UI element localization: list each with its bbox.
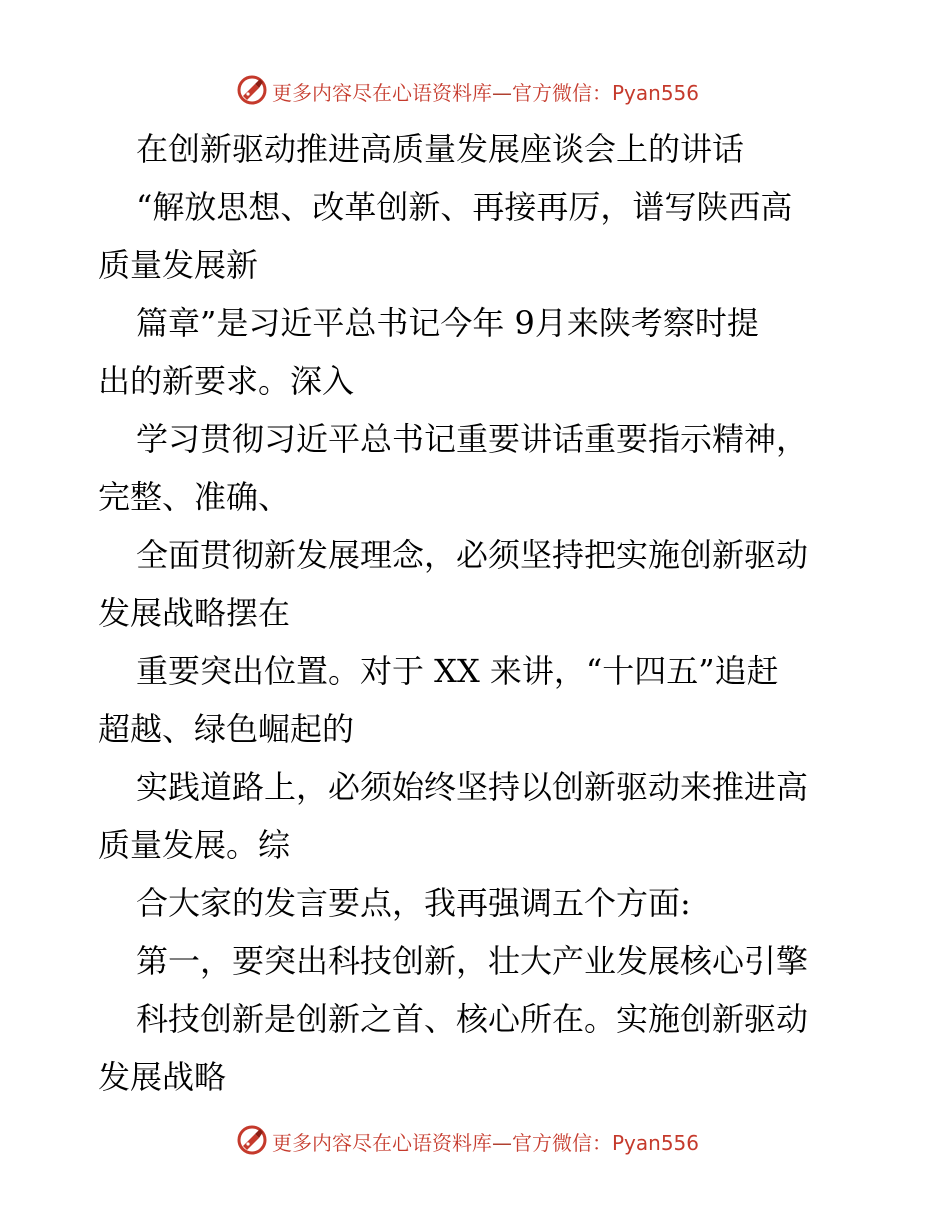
text-line: 发展战略 <box>98 1058 227 1096</box>
text-line: “解放思想、改革创新、再接再厉，谱写陕西高 <box>136 188 793 226</box>
pen-nib-logo-icon <box>236 1124 268 1156</box>
banner-text <box>272 77 699 106</box>
banner-account-label: 官方微信： <box>512 81 612 105</box>
text-line: 发展战略摆在 <box>98 594 291 632</box>
text-line: 学习贯彻习近平总书记重要讲话重要指示精神， <box>136 420 809 458</box>
text-line: 出的新要求。深入 <box>98 362 355 400</box>
text-line: 合大家的发言要点，我再强调五个方面: <box>136 884 691 922</box>
text-line: 第一，要突出科技创新，壮大产业发展核心引擎 <box>136 942 809 980</box>
text-line: 在创新驱动推进高质量发展座谈会上的讲话 <box>136 130 745 168</box>
banner-slogan: 更多内容尽在心语资料库 <box>272 1131 492 1155</box>
banner-separator: — <box>492 1131 512 1155</box>
text-line: 质量发展新 <box>98 246 259 284</box>
text-line: 完整、准确、 <box>98 478 291 516</box>
text-line: 实践道路上，必须始终坚持以创新驱动来推进高 <box>136 768 809 806</box>
text-line: 质量发展。综 <box>98 826 291 864</box>
banner-slogan: 更多内容尽在心语资料库 <box>272 81 492 105</box>
text-line: 重要突出位置。对于 XX 来讲，“十四五”追赶 <box>136 652 779 690</box>
footer-banner <box>0 1120 950 1160</box>
document-body <box>98 120 858 1106</box>
text-line: 篇章”是习近平总书记今年 9月来陕考察时提 <box>136 304 759 342</box>
text-line: 超越、绿色崛起的 <box>98 710 355 748</box>
text-line: 全面贯彻新发展理念，必须坚持把实施创新驱动 <box>136 536 809 574</box>
banner-account-id: Pyan556 <box>612 1131 700 1155</box>
banner-separator: — <box>492 81 512 105</box>
text-line: 科技创新是创新之首、核心所在。实施创新驱动 <box>136 1000 809 1038</box>
banner-account-id: Pyan556 <box>612 81 700 105</box>
header-banner <box>0 70 950 110</box>
pen-nib-logo-icon <box>236 74 268 106</box>
banner-account-label: 官方微信： <box>512 1131 612 1155</box>
banner-text <box>272 1127 699 1156</box>
